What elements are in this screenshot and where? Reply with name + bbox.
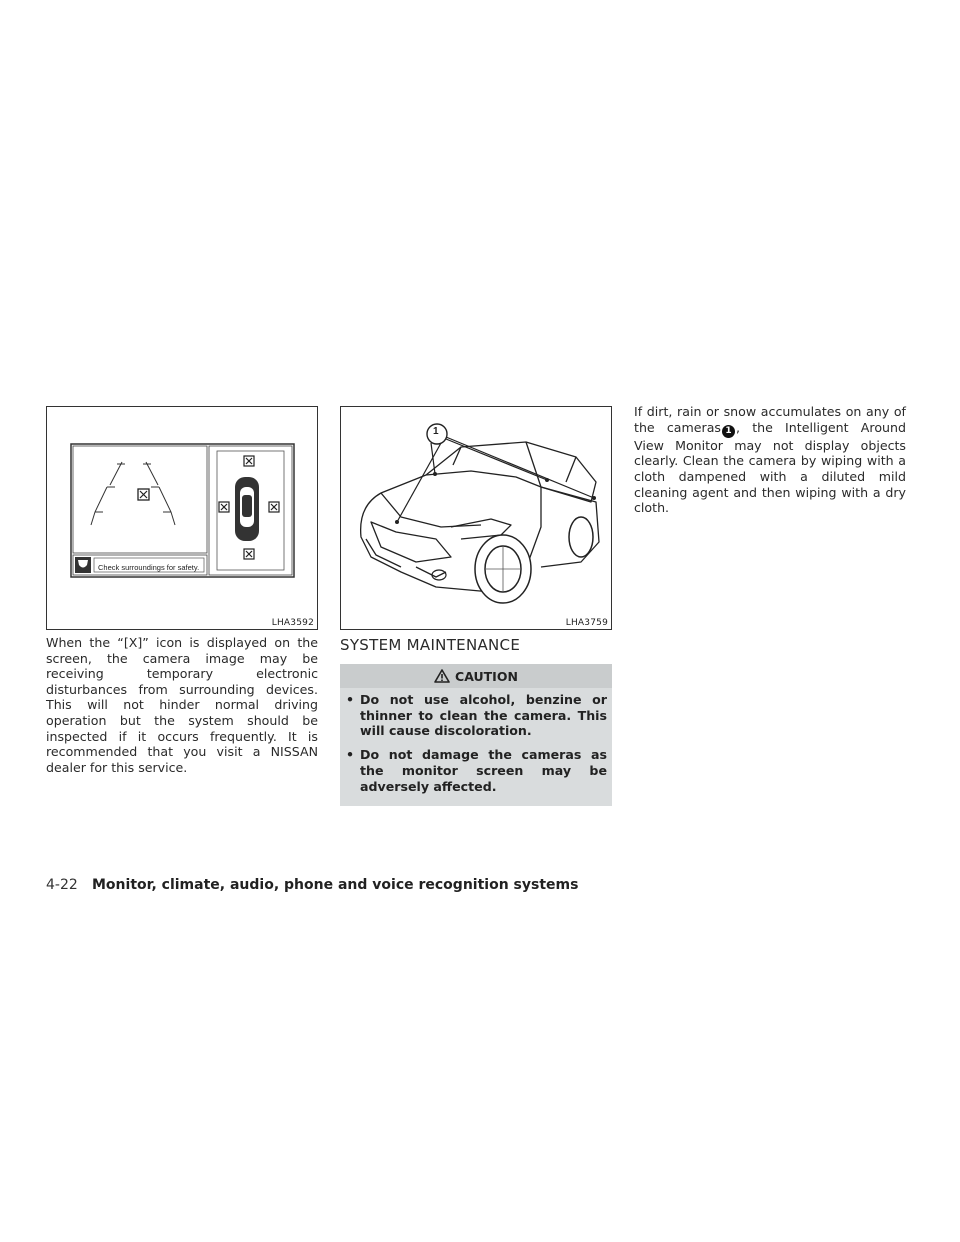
figure-camera-locations [340,406,612,630]
figure-code: LHA3759 [565,618,608,628]
warning-triangle-icon [434,669,450,683]
section-title: SYSTEM MAINTENANCE [340,636,521,654]
icon-explanation-paragraph: When the “[X]” icon is displayed on the screen, the camera image may be receiving temporary electronic disturbances from surrounding devices. This will not hinder normal driving operation but the system should be inspected if it occurs frequently. It is recommended that you visit a NISSAN dealer for this service. [46,635,318,775]
cleaning-text-start: If dirt, rain or snow accumulates on any of the cameras [634,404,906,435]
caution-item: • Do not use alcohol, benzine or thinner to clean the camera. This will cause discoloration. [340,692,612,739]
chapter-title: Monitor, climate, audio, phone and voice recognition systems [92,877,579,893]
caution-item: • Do not damage the cameras as the monitor screen may be adversely affected. [340,747,612,794]
screen-message: Check surroundings for safety. [98,563,200,572]
caution-title: CAUTION [455,668,518,684]
caution-header [340,664,612,688]
caution-list [340,692,612,802]
page-number: 4-22 [46,877,78,893]
around-view-monitor-illustration [47,407,317,629]
vehicle-illustration [341,407,611,629]
figure-code: LHA3592 [271,618,314,628]
cleaning-text-end: , the Intelligent Around View Monitor may not display objects clearly. Clean the camera by wiping with a cloth dampened with a diluted mild cleaning agent and then wiping with a dry cloth. [634,419,906,516]
figure-around-view-monitor [46,406,318,630]
cleaning-paragraph [634,404,906,516]
callout-number: 1 [433,426,439,437]
x-in-square-icon [138,489,149,500]
callout-1-icon: 1 [722,425,735,438]
caution-box [340,664,612,806]
